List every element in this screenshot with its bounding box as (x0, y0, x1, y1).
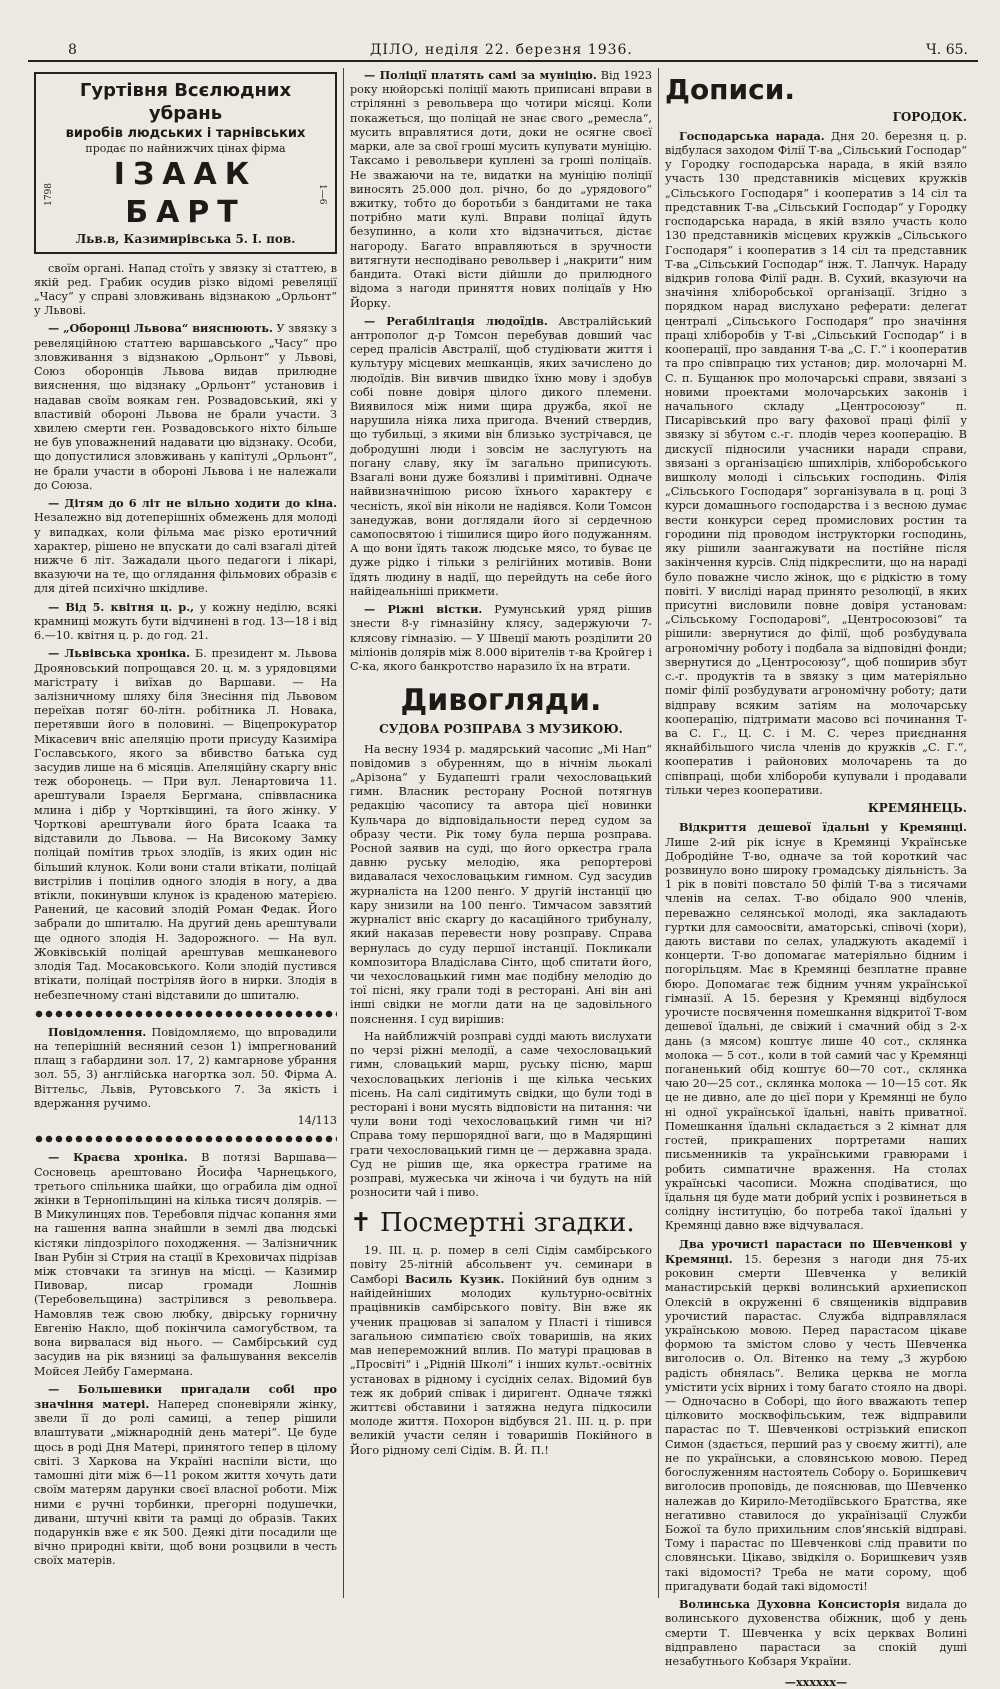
ad-line-2: виробів людських і тарнівських (65, 125, 306, 141)
article-continuation: своїм органі. Напад стоїть у звязку зі статтею, в якій ред. Грабик осудив різко відомі ревеляції „Часу“ у справі зловживань відзнакою „Орльонт“ у Львові. (34, 261, 337, 318)
article-shevchenko-services (665, 1237, 967, 1594)
article-body: Наперед споневіряли жінку, звели її до ролі самиці, а тепер рішили влаштувати „міжнародній день матері“. Це буде щось в роді Дня Матері, принятого тепер в цілому світі. З Харкова на Україні наспіли вісти, що тамошні діти між 6—11 роком життя хочуть дати своїм матерям дарунки своєї власної роботи. Між ними є ручні торбинки, прегорні подушечки, дивани, штучні квіти та рамці до образів. Таких подарунків вже є як 500. Деякі діти посадили ще вічно природні квіти, щоб вони розцвили в честь своїх матерів. (34, 1398, 337, 1568)
town-heading-horodok: ГОРОДОК. (892, 109, 967, 124)
article-body: Румунський уряд рішив знести 8-у гімназійну клясу, задержуючи 7-клясову гімназію. — У Швеції мають розділити 20 міліонів долярів між 8.000 вірителів т-ва Кройгер і С-ка, якого банкротство наразило їх на втрати. (350, 603, 652, 673)
article-title: — „Оборонці Львова“ вияснюють. (48, 321, 273, 336)
article-title: — Регабілітація людоїдів. (364, 313, 548, 328)
notice-wittels (34, 1025, 337, 1111)
article-misc-news (350, 602, 652, 674)
article-body: Б. президент м. Львова Дрояновський попрощався 20. ц. м. з урядовцями магістрату і виїхав до Варшави. — На залізничному шляху біля Знесіння під Львовом переїхав потяг 60-літн. робітника Л. Новака, перетявши його в половині. — Віцепрокуратор Мікасевич вніс апеляцію проти присуду Казиміра Гославського, якого за вбивство батька суд засудив лише на 6 місяців. Апеляційну скаргу вніс теж оборонець. — При вул. Ленартовича 11. арештували Ізраеля Бергмана, співвласника млина і дібр у Чортківщині, та його жінку. У Чорткові арештували його брата Ісаака та відставили до Львова. — На Високому Замку поліцай помітив трьох злодіїв, із яких один ніс більший клунок. Коли вони стали втікати, поліцай вистрілив і поцілив одного злодія в ногу, а два втікли, покинувши клунок із краденою матерією. Ранений, це касовий злодій Роман Федак. Його забрали до шпиталю. На другий день арештували ще одного злодія Н. Задорожного. — На вул. Жовківській поліцай арештував мешканевого злодія Тад. Мосаковського. Коли злодій пустився втікати, поліцай постріляв його в нирки. Злодія в небезпечному стані відставили до шпиталю. (34, 647, 337, 1002)
notice-body: Повідомляємо, що впровадили на теперішній весняний сезон 1) імпрегнований плащ з габардини зол. 17, 2) камгарнове убрання зол. 55, 3) англійська нагортка зол. 50. Фірма А. Віттельс, Львів, Рутовського 7. За якість і вдержання ручимо. (34, 1025, 337, 1110)
page-number: 8 (68, 42, 77, 58)
column-1 (28, 68, 343, 1598)
dotted-separator (34, 1134, 337, 1144)
ad-code-right: 1—6 (317, 184, 327, 205)
section-subheading: СУДОВА РОЗПРАВА З МУЗИКОЮ. (379, 722, 623, 737)
article-title: — Ріжні вістки. (364, 602, 483, 617)
ad-line-1: Гуртівня Всєлюдних убрань (79, 80, 292, 124)
article-body: Дня 20. березня ц. р. відбулася заходом Філії Т-ва „Сільський Господар“ у Городку господарська нарада, в якій взяло участь 130 представників місцевих кружків „Сільського Господаря“ і кооператив з 14 сіл та представник Т-ва „Сільський Господар“ у Городку господарська нарада, в якій взяло участь коло 130 представників місцевих кружків „Сільського Господаря“ і кооператив з 14 сіл та представник Т-ва „Сільський Господар“ інж. Т. Лапчук. Нараду відкрив голова Філії радн. В. Сухий, вказуючи на значіння хліборобської організації. Згідно з порядком нарад вислухано реферати: делегат централі „Сільського Господаря“ про значіння праці хліборобів у Т-ві „Сільський Господар“ і в кооперації, про завдання Т-ва „С. Г.“ і кооператив та про співпрацю тих установ; дир. молочарні М. С. п. Бущанюк про молочарські справи, звязані з новими проектами молочарських законів і начального складу „Центросоюзу“ п. Писарівський про вагу фахової праці філії у звязку зі збутом с.-г. плодів через кооперацію. В дискусії підносили учасники наради справи, звязані з організацією шпихлірів, хліборобського вишколу молоді і сільських господинь. Філія „Сільського Господаря“ зорганізувала в ц. році 3 курси домашнього господарства і з весною думає вести конкурси серед промислових ростин та городини під проводом інструкторки господинь, яку рішили заангажувати на постійне після закінчення курсів. Слід підкреслити, що на нараді було поважне число жінок, що є рідкістю в тому повіті. У висліді нарад принято резолюції, в яких присутні висловили повне довіря установам: „Сільському Господарові“, „Центросоюзові“ та рішили: звернутися до філії, щоб розбудувала агрономічну роботу і подбала за відповідні фонди; звернутися до „Центросоюзу“, щоб поширив збут с.-г. продуктів та в звязку з цим матеріяльно поміг філії розбудувати агрономічну роботу; дати відправу всяким затіям на молочарську кооперацію, підтримати масово всі починання Т-ва С. Г., Ц. С. і М. С. через приєднання якнайбільшого числа членів до кружків „С. Г.“, кооператив і районових молочарень та до співпраці, щоби хлібороби купували і продавали тільки через кооперативи. (665, 129, 968, 797)
article-body: В потязі Варшава—Сосновець арештовано Йосифа Чарнецького, третього спільника шайки, що ограбила дім одної жінки в Тернопільщині на кілька тисяч долярів. — В Микулинцях пов. Теребовля підчас копання ями на гашення вапна знайшли в землі два людські кістяки ліпдозрілого походження. — Залізничник Іван Рубін зі Стрия на стації в Креховичах підрізав між стовчаки та згинув на місці. — Казимир Пивовар, писар громади Лошнів (Теребовельщина) застрілився з револьвера. Намовляв теж свою любку, двірську горничну Евгенію Накло, щоб покінчила самогубством, та вона вирвалася від нього. — Самбірський суд засудив на рік вязниці за фальшування векселів Мойсея Лейбу Гамермана. (34, 1151, 337, 1378)
article-body: У звязку з ревеляційною статтею варшавського „Часу“ про зловживання з відзнакою „Орльонт“ у Львові, Союз оборонців Львова видав прилюдне вияснення, що відзнаку „Орльонт“ установив і надавав своїм воякам ген. Розвадовський, які у властивій обороні Львова не брали участи. З хвилею смерти ген. Розвадовського ніхто більше не був уповажнений надавати цю відзнаку. Особи, що допустилися зловживань у капітулі „Орльонт“, не брали участи в обороні Львова і не належали до Союза. (34, 322, 337, 492)
article-body: Лише 2-ий рік існує в Кремянці Українське Добродійне Т-во, одначе за той короткий час розвинуло воно широку громадську діяльність. За 1 рік в повіті повстало 50 філій Т-ва з тисячами членів на селах. Т-во обідало 900 членів, переважно селянської молоді, яка закладають гуртки для самоосвіти, аматорські, співочі (хори), дають вистави по селах, уладжують академії і концерти. Т-во допомагає матеріяльно бідним і погорільцям. Має в Кремянці безплатне правне бюро. Допомагає теж бідним учням української гімназії. А 15. березня у Кремянці відбулося урочисте посвячення помешкання відкритої Т-вом дешевої їдальні, де свіжий і смачний обід з 2-х дань (з мясом) коштує лише 40 сот., склянка молока — 5 сот., коли в той самий час у Кремянці поганенький обід коштує 60—70 сот., склянка чаю 20—25 сот., склянка молока — 10—15 сот. Як це не дивно, але до цієї пори у Кремянці не було ні одної української їдальні, навіть приватної. Помешкання їдальні складається з 2 кімнат для гостей, прикрашених портретами наших письменників та українськими гравюрами і робить симпатичне враження. На столах українські часописи. Можна сподіватися, що їдальня ця буде мати добрий успіх і розвинеться в солідну інституцію, бо потреба такої їдальні у Кремянці давно вже відчувалася. (665, 835, 967, 1233)
column-2 (343, 68, 658, 1598)
advertisement-bart (34, 72, 337, 254)
article-title: — Від 5. квітня ц. р., (48, 599, 194, 614)
article-cannibals (350, 314, 652, 599)
notice-title: Повідомлення. (48, 1024, 147, 1039)
article-body: Незалежно від дотеперішніх обмежень для молоді у випадках, коли фільма має різко еротичний характер, рішено не впускати до салі взагалі дітей нижче 6 літ. Зажадали цього педагоги і лікарі, вказуючи на те, що оглядання фільмових образів є для дітей психічно шкідливе. (34, 511, 337, 596)
article-title: — Дітям до 6 літ не вільно ходити до кіна. (48, 496, 337, 511)
running-header (28, 36, 978, 62)
article-police-ammo (350, 68, 652, 311)
article-consistory (665, 1597, 967, 1669)
article-body: у кожну неділю, всякі крамниці можуть бути відчинені в год. 13—18 і від 6.—10. квітня ц. р. до год. 21. (34, 600, 337, 643)
article-body: Від 1923 року нюйорські поліції мають приписані вправи в стрілянні з револьвера що чотири місяці. Коли покажеться, що поліцай не знає свого „ремесла“, мусить вправлятися доти, доки не осягне своєї марки, але за свої гроші мусить купувати муніцію. Таксамо і револьвери куплені за гроші поліцаїв. Не зважаючи на те, видатки на муніцію поліції виносять 25.000 дол. річно, бо до „урядового“ вжитку, тобто до боротьби з бандитами не така потрібно мати кулі. Вправи поліцаї йдуть безупинно, а коли хто відзначиться, дістає нагороду. Багато вправляються в зручности витягнути несподівано револьвер і „накрити“ ним бандита. Отакі вісти дійшли до прилюдного відома з нагоди приняття нових поліцаїв у Ню Йорку. (350, 69, 652, 310)
obituary-text: Покійний був одним з найідейніших молодих культурно-освітніх працівників самбірського повіту. Він вже як ученик працював зі запалом у Пласті і тішився загальною симпатією своїх товаришів, на яких мав непереможний вплив. По матурі працював в „Просвіті“ і „Рідній Школі“ і інших культ.-освітніх установах в рідному і сусідніх селах. Відомий був теж як добрий співак і диригент. Одначе тяжкі життєві обставини і затяжна недуга підкосили молоде життя. Похорон відбувся 21. ІІІ. ц. р. при великій участи селян і товаришів Покійного в Його рідному селі Сідім. В. Й. П.! (350, 1272, 652, 1457)
ad-line-3: продає по найнижчих цінах фірма (85, 142, 286, 156)
article-regional-chronicle (34, 1150, 337, 1379)
ad-address: Льв.в, Казимирівська 5. І. пов. (75, 232, 296, 247)
article-orlont (34, 321, 337, 493)
article-lviv-chronicle (34, 646, 337, 1002)
obituary-text: 19. ІІІ. ц. р. помер в селі Сідім самбірського повіту 25-літній абсольвент уч. семинари в Самборі (350, 1243, 652, 1286)
article-bolsheviks (34, 1382, 337, 1569)
obituary-name: Василь Кузик. (405, 1271, 505, 1286)
ad-code-left: 1798 (44, 182, 54, 206)
article-title: Волинська Духовна Консисторія (679, 1597, 900, 1612)
town-heading-kremenets: КРЕМЯНЕЦЬ. (867, 801, 967, 816)
column-3 (658, 68, 973, 1689)
article-title: Два урочисті парастаси по Шевченкові у Кремянці. (665, 1236, 967, 1266)
article-shops (34, 600, 337, 644)
closing-mark: —хххххх— (784, 1675, 848, 1689)
article-cinema (34, 496, 337, 597)
masthead-date: ДІЛО, неділя 22. березня 1936. (370, 42, 633, 58)
article-body: 15. березня з нагоди дня 75-их роковин смерти Шевченка у великій манастирській церкві волинський архиепископ Олексій в окруженні 6 священиків відправив урочистий парастас. Служба відправлялася українською мовою. Перед парастасом цікаве формою та змістом слово у честь Шевченка виголосив о. Ол. Вітенко на тему „З журбою радість обнялась“. Велика церква не могла умістити усіх вірних і тому багато стояло на дворі. — Одночасно в Соборі, що його вважають тепер цілковито москвофільським, теж відправили парастас по Т. Шевченкові острізький епископ Симон (здається, перший раз у своєму житті), але не по українськи, а словянською мовою. Перед богослуженням настоятель Собору о. Боришкевич виголосив проповідь, де пояснював, що Шевченко належав до Кирило-Методіївського Братства, яке негативно ставилося до українізації Служби Божої та було прихильним слов’янській відправі. Тому і парастас по Шевченкові слід правити по словянськи. Цікаво, звідкіля о. Боришкевич узяв такі відомості? Треба не мати сорому, щоб пригадувати бодай такі відомості! (665, 1252, 967, 1593)
section-heading-reports: Дописи. (665, 73, 795, 106)
article-title: Відкриття дешевої їдальні у Кремянці. (679, 820, 967, 835)
article-economic-meeting (665, 129, 967, 798)
notice-code: 14/113 (297, 1114, 337, 1128)
ad-firm-name: ІЗААК БАРТ (113, 157, 258, 231)
article-body: Австралійський антрополог д-р Томсон перебував довший час серед праліcів Австралії, щоб студіювати життя і культуру місцевих мешканців, яких зачисленo до людоїдів. Він вивчив швидко їхню мову і здобув собі повне довіря цілого дикого племени. Виявилося між ними щира дружба, якої не нарушила ніяка лиха пригода. Вчений ствердив, що тубильці, з якими він близько зустрічався, це добродушні люди і зовсім не заслугують на погану славу, яку їм загально приписують. Взагалі вони дуже боязливі і примітивні. Одначе найвизначнішою рисою їхнього характеру є чесність, якої він ніколи не надіявся. Коли Томсон занедужав, вони доглядали його зі сердечною самопосвятою і тішилися щиро його подужанням. А що вони їдять також людське мясо, то буває це дуже рідко і тільки з релігійних мотивів. Вони їдять людину в надії, що перейдуть на себе його найідеальніші прикмети. (350, 314, 652, 598)
curiosity-paragraph: На найближчій розправі судді мають вислухати по черзі ріжні мелодії, а саме чехословацький гимн, словацький марш, руську пісню, марш чехословацьких легіонів і ще кілька чеських пісень. На салі сидітимуть свідки, що були тоді в ресторані і вони мусять відповісти на питання: чи чули вони тоді чехословацький гимн чи ні? Справа тому першорядної ваги, що в Мадярщині грати чехословацький гимн це — державна зрада. Суд не рішив ще, яка оркестра гратиме на розправі, мужеська чи жіноча і чи будуть на ній розносити чай і пиво. (350, 1029, 652, 1200)
article-title: — Краєва хроніка. (48, 1150, 188, 1165)
obituary-kuzyk (350, 1244, 652, 1458)
dotted-separator (34, 1009, 337, 1019)
article-body: видала до волинського духовенства обіжник, щоб у день смерти Т. Шевченка у всіх церквах Волині відправлено парастаси за спокій душі незабутнього Кобзаря України. (665, 1598, 968, 1668)
issue-number: Ч. 65. (925, 42, 968, 58)
section-heading-curiosities: Дивогляди. (400, 683, 602, 719)
curiosity-paragraph: На весну 1934 р. мадярський часопис „Мі Нап“ повідомив з обуренням, що в нічнім льокалі „Арізона“ у Будапешті грали чехословацький гимн. Власник ресторану Росной потягнув редакцію часопису та автора цієї новинки Кульчара до відповідальности перед судом за образу чести. Рік тому була перша розправа. Росной заявив на суді, що його оркестра грала давню руську мелодію, яка репортерові видавалася чехословацьким гимном. Суд засудив журналіста на 1200 пенґо. У другій інстанції цю кару знизили на 100 пенґо. Тимчасом завзятий журналіст вніс скаргу до касаційного трибуналу, який наказав перевести нову розправу. Справа вернулась до суду першої інстанції. Покликали композитора Владіслава Сінто, щоб спитати його, чи чехословацький гимн має подібну мелодію до тої пісні, яку грали тоді в ресторані. Ані він ані інші свідки не могли дати на це задовільного пояснення. І суд вирішив: (350, 742, 652, 1026)
article-canteen (665, 820, 967, 1233)
article-title: — Большевики пригадали собі про значіння матері. (34, 1381, 337, 1412)
article-title: Господарська нарада. (679, 128, 825, 143)
section-heading-obituaries: ✝ Посмертні згадки. (350, 1207, 635, 1238)
article-title: — Поліції платять самі за муніцію. (364, 68, 597, 82)
article-title: — Львівська хроніка. (48, 646, 191, 661)
